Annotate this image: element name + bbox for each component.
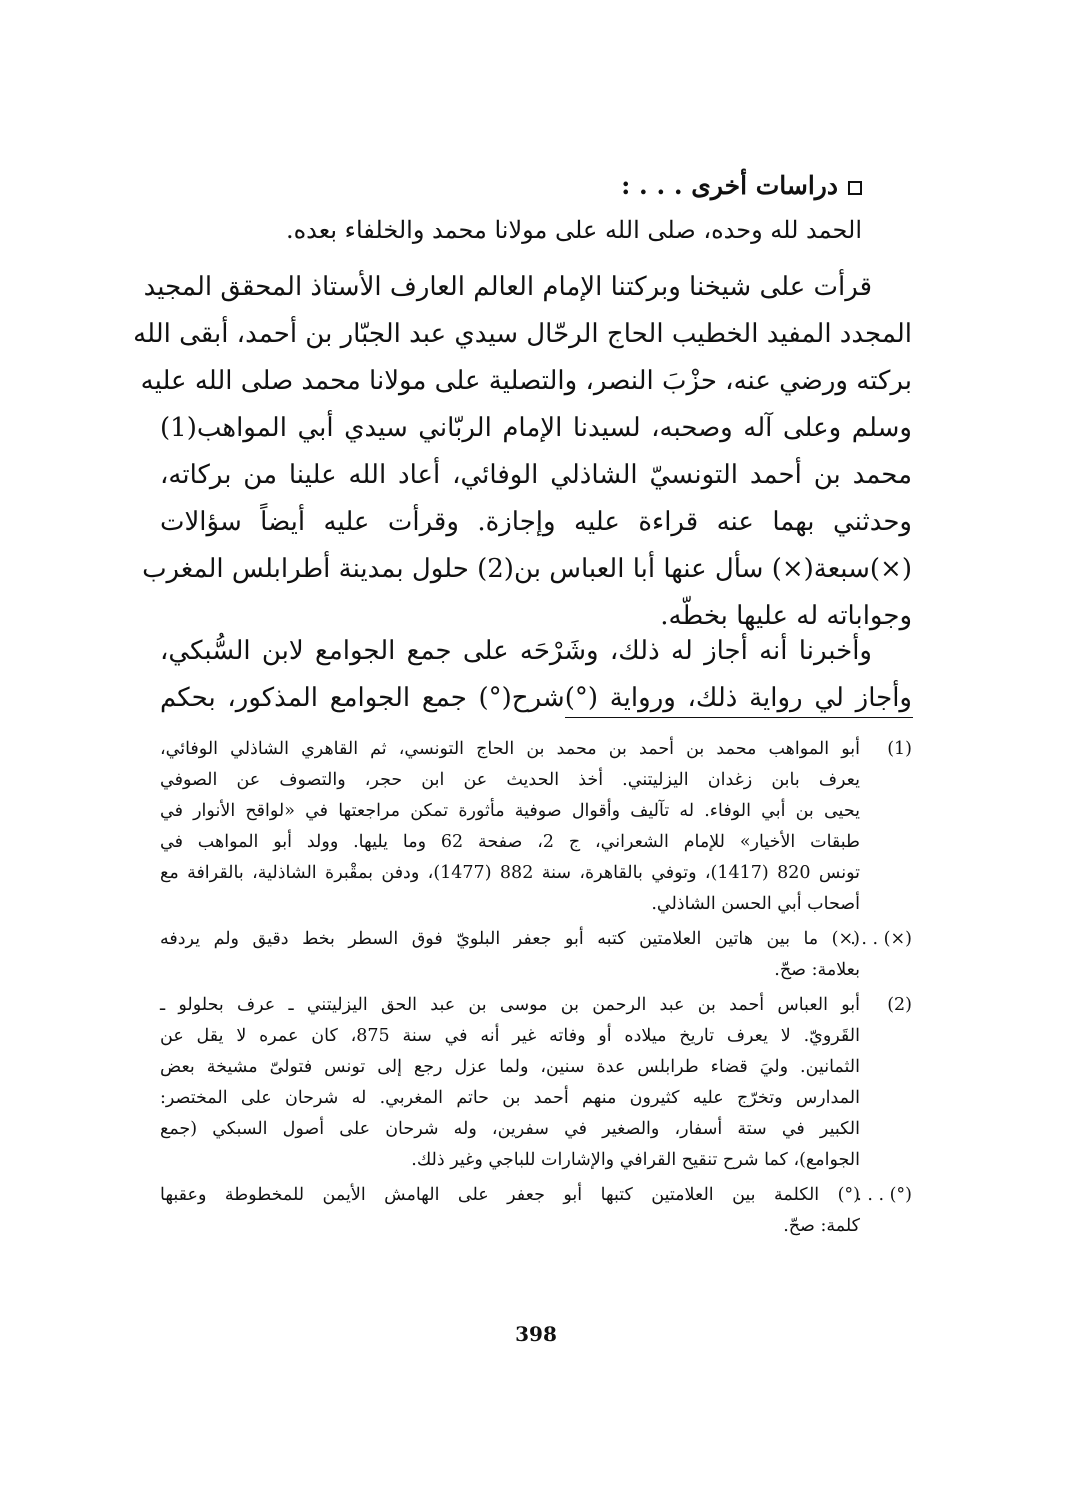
paragraph-line: بركته ورضي عنه، حزْبَ النصر، والتصلية على مولانا محمد صلى الله عليه bbox=[140, 366, 912, 396]
paragraph-line: وسلم وعلى آله وصحبه، لسيدنا الإمام الربّاني سيدي أبي المواهب(1) bbox=[160, 413, 912, 443]
footnote-line: الجوامع)، كما شرح تنقيح القرافي والإشارات للباجي وغير ذلك. bbox=[411, 1150, 860, 1170]
paragraph-line: وجواباته له عليها بخطّه. bbox=[660, 601, 912, 631]
paragraph-line: (×)سبعة(×) سأل عنها أبا العباس بن(2) حلول بمدينة أطرابلس المغرب bbox=[142, 554, 912, 584]
heading-label: دراسات أخرى . . . : bbox=[621, 171, 838, 200]
paragraph-1 bbox=[133, 264, 912, 640]
checkbox-icon bbox=[848, 181, 862, 195]
footnote-line: تونس 820 (1417)، وتوفي بالقاهرة، سنة 882 (1477)، ودفن بمقْبرة الشاذلية، بالقرافة مع bbox=[160, 863, 861, 883]
page-number: 398 bbox=[515, 1322, 557, 1346]
footnotes bbox=[160, 734, 912, 1246]
paragraph-line: وحدثني بهما عنه قراءة عليه وإجازة. وقرأت عليه أيضاً سؤالات bbox=[160, 507, 912, 537]
paragraph-line: المجدد المفيد الخطيب الحاج الرحّال سيدي عبد الجبّار بن أحمد، أبقى الله bbox=[133, 319, 912, 349]
footnote-1 bbox=[160, 734, 912, 920]
footnote-marker: (°) . . . bbox=[856, 1185, 912, 1205]
paragraph-2 bbox=[160, 628, 912, 722]
footnote-line: أبو المواهب محمد بن أحمد بن محمد بن الحاج التونسي، ثم القاهري الشاذلي الوفائي، bbox=[160, 739, 860, 759]
footnote-2 bbox=[160, 990, 912, 1176]
footnote-text bbox=[160, 734, 860, 920]
footnote-line: المدارس وتخرّج عليه كثيرون منهم أحمد بن حاتم المغربي. له شرحان على المختصر: bbox=[160, 1088, 860, 1108]
footnote-line: يعرف بابن زغدان اليزليتني. أخذ الحديث عن ابن حجر، والتصوف عن الصوفي bbox=[160, 770, 860, 790]
paragraph-line: محمد بن أحمد التونسيّ الشاذلي الوفائي، أعاد الله علينا من بركاته، bbox=[160, 460, 912, 490]
footnote-text bbox=[160, 990, 860, 1176]
footnote-line: (×) ما بين هاتين العلامتين كتبه أبو جعفر البلويّ فوق السطر بخط دقيق ولم يردفه bbox=[160, 929, 860, 949]
footnote-line: الكبير في ستة أسفار، والصغير في سفرين، وله شرحان على أصول السبكي (جمع bbox=[160, 1119, 860, 1139]
footnote-marker: (1) bbox=[887, 739, 912, 759]
footnote-separator bbox=[565, 717, 913, 718]
footnote-line: الثمانين. وليَ قضاء طرابلس عدة سنين، ولما عزل رجع إلى تونس فتولىّ مشيخة بعض bbox=[160, 1057, 860, 1077]
footnote-x bbox=[160, 924, 912, 986]
paragraph-line: قرأت على شيخنا وبركتنا الإمام العالم العارف الأستاذ المحقق المجيد bbox=[143, 272, 872, 302]
footnote-text bbox=[160, 924, 860, 986]
paragraph-line: وأجاز لي رواية ذلك، ورواية (°)شرح(°) جمع الجوامع المذكور، بحكم bbox=[160, 683, 912, 713]
footnote-marker: (×) . . . bbox=[850, 929, 912, 949]
footnote-marker: (2) bbox=[887, 995, 912, 1015]
footnote-line: أبو العباس أحمد بن عبد الرحمن بن موسى بن عبد الحق اليزليتني ـ عرف بحلولو ـ bbox=[160, 995, 860, 1015]
footnote-degree bbox=[160, 1180, 912, 1242]
footnote-line: القَرويّ. لا يعرف تاريخ ميلاده أو وفاته غير أنه في سنة 875، كان عمره لا يقل عن bbox=[160, 1026, 860, 1046]
footnote-line: أصحاب أبي الحسن الشاذلي. bbox=[651, 894, 860, 914]
footnote-line: طبقات الأخيار» للإمام الشعراني، ج 2، صفحة 62 وما يليها. وولد أبو المواهب في bbox=[160, 832, 860, 852]
footnote-line: يحيى بن أبي الوفاء. له تآليف وأقوال صوفية مأثورة تمكن مراجعتها في «لواقح الأنوار في bbox=[160, 801, 860, 821]
footnote-line: (°) الكلمة بين العلامتين كتبها أبو جعفر على الهامش الأيمن للمخطوطة وعقبها bbox=[160, 1185, 860, 1205]
doxology-line: الحمد لله وحده، صلى الله على مولانا محمد والخلفاء بعده. bbox=[285, 216, 862, 244]
footnote-text bbox=[160, 1180, 860, 1242]
footnote-line: بعلامة: صحّ. bbox=[774, 960, 860, 980]
footnote-line: كلمة: صحّ. bbox=[783, 1216, 860, 1236]
paragraph-line: وأخبرنا أنه أجاز له ذلك، وشَرْحَه على جمع الجوامع لابن السُّبكي، bbox=[160, 636, 872, 666]
section-heading bbox=[222, 168, 862, 204]
